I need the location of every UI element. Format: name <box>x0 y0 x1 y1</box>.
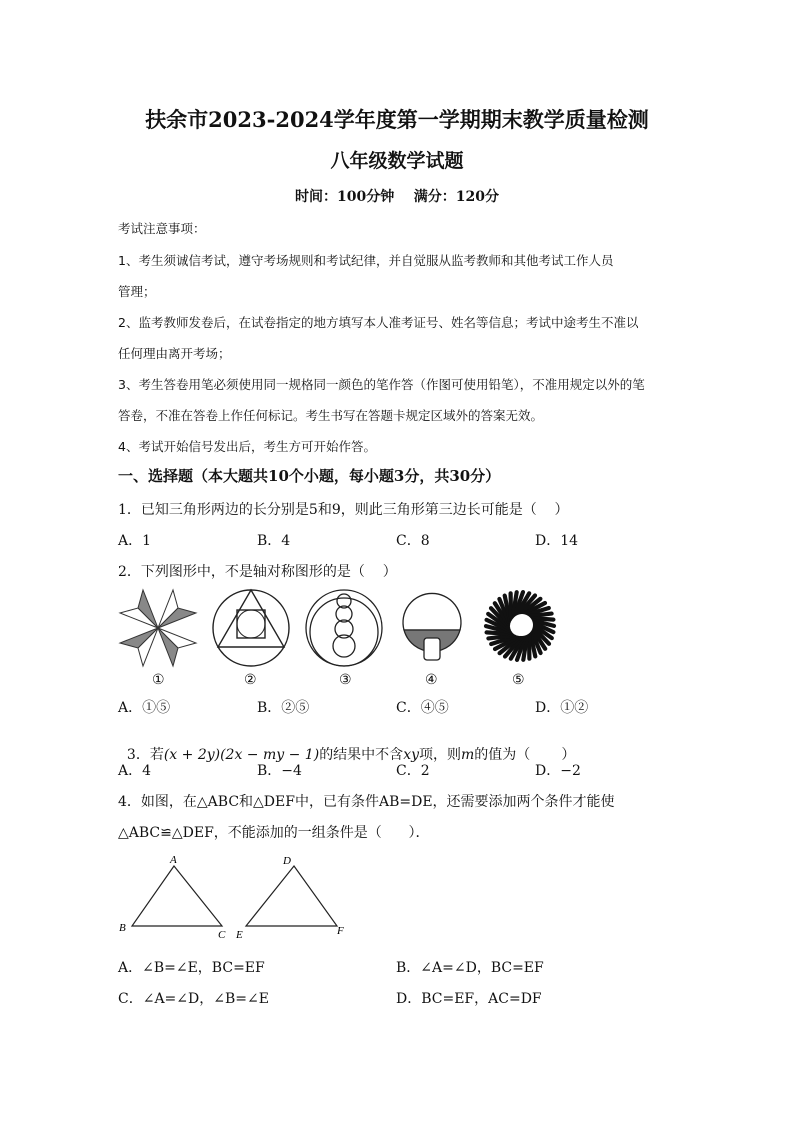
exam-subtitle: 八年级数学试题 <box>330 150 464 172</box>
q4-option-a: A．∠B=∠E，BC=EF <box>118 960 265 976</box>
question-3-stem <box>118 728 575 764</box>
q4-option-b: B．∠A=∠D，BC=EF <box>396 960 544 976</box>
notice-line: 管理； <box>118 284 156 299</box>
question-2-stem: 2．下列图形中，不是轴对称图形的是（ ） <box>118 564 397 580</box>
sunburst-figure <box>486 592 554 660</box>
q3-mid: 的结果中不含 <box>319 747 404 763</box>
circle-triangle-figure <box>213 590 289 666</box>
stacked-circles-figure <box>306 590 382 666</box>
triangle-abc <box>132 866 222 926</box>
sunburst-ray <box>529 634 530 659</box>
q1-option-c: C．8 <box>396 533 430 549</box>
sunburst-ray <box>511 593 512 618</box>
fig-label-4: ④ <box>425 672 438 688</box>
q4-option-c: C．∠A=∠D，∠B=∠E <box>118 991 269 1007</box>
notice-heading: 考试注意事项： <box>118 221 206 236</box>
q3-term: xy <box>403 747 419 763</box>
q1-option-a: A．1 <box>118 533 152 549</box>
label-f: F <box>337 925 344 937</box>
q2-option-c: C．④⑤ <box>396 700 449 716</box>
paddle-figure <box>403 593 461 660</box>
q3-prefix: 3．若 <box>126 747 164 763</box>
q2-option-d: D．①② <box>535 700 589 716</box>
q4-triangles-figure <box>112 850 362 945</box>
q3-option-d: D．−2 <box>535 763 581 779</box>
fig-label-1: ① <box>152 672 165 688</box>
question-1-stem: 1．已知三角形两边的长分别是5和9，则此三角形第三边长可能是（ ） <box>118 502 569 518</box>
label-d: D <box>283 855 291 867</box>
notice-line: 3、考生答卷用笔必须使用同一规格同一颜色的笔作答（作图可使用铅笔），不准用规定以外的笔 <box>118 377 645 392</box>
q3-suffix: 的值为（ ） <box>474 747 576 763</box>
q3-var: m <box>461 747 475 763</box>
notice-line: 1、考生须诚信考试，遵守考场规则和考试纪律，并自觉服从监考教师和其他考试工作人员 <box>118 253 614 268</box>
q3-option-a: A．4 <box>118 763 152 779</box>
section-title: 一、选择题（本大题共10个小题，每小题3分，共30分） <box>118 467 501 485</box>
label-b: B <box>119 922 126 934</box>
q2-option-b: B．②⑤ <box>257 700 310 716</box>
q2-option-a: A．①⑤ <box>118 700 171 716</box>
notice-line: 2、监考教师发卷后，在试卷指定的地方填写本人准考证号、姓名等信息；考试中途考生不准以 <box>118 315 639 330</box>
q1-option-d: D．14 <box>535 533 579 549</box>
fig-label-5: ⑤ <box>512 672 525 688</box>
q3-mid2: 项，则 <box>419 747 461 763</box>
fig-label-3: ③ <box>339 672 352 688</box>
pinwheel-figure <box>120 590 196 666</box>
q4-option-d: D．BC=EF，AC=DF <box>396 991 542 1007</box>
fig-label-2: ② <box>244 672 257 688</box>
q1-option-b: B．4 <box>257 533 291 549</box>
q3-option-c: C．2 <box>396 763 430 779</box>
q3-expression: (x + 2y)(2x − my − 1) <box>163 747 320 763</box>
triangle-def <box>246 866 337 926</box>
notice-line: 答卷，不准在答卷上作任何标记。考生书写在答题卡规定区域外的答案无效。 <box>118 408 544 423</box>
label-e: E <box>236 929 243 941</box>
time-info: 时间：100分钟 满分：120分 <box>295 189 499 205</box>
question-4-stem-line1: 4．如图，在△ABC和△DEF中，已有条件AB=DE，还需要添加两个条件才能使 <box>118 794 615 810</box>
sunburst-center <box>511 614 533 636</box>
notice-line: 任何理由离开考场； <box>118 346 231 361</box>
label-c: C <box>218 929 226 941</box>
label-a: A <box>170 854 177 866</box>
q3-option-b: B．−4 <box>257 763 302 779</box>
question-4-stem-line2: △ABC≌△DEF，不能添加的一组条件是（ ）． <box>118 825 430 841</box>
exam-title: 扶余市2023-2024学年度第一学期期末教学质量检测 <box>145 107 649 132</box>
notice-line: 4、考试开始信号发出后，考生方可开始作答。 <box>118 439 376 454</box>
